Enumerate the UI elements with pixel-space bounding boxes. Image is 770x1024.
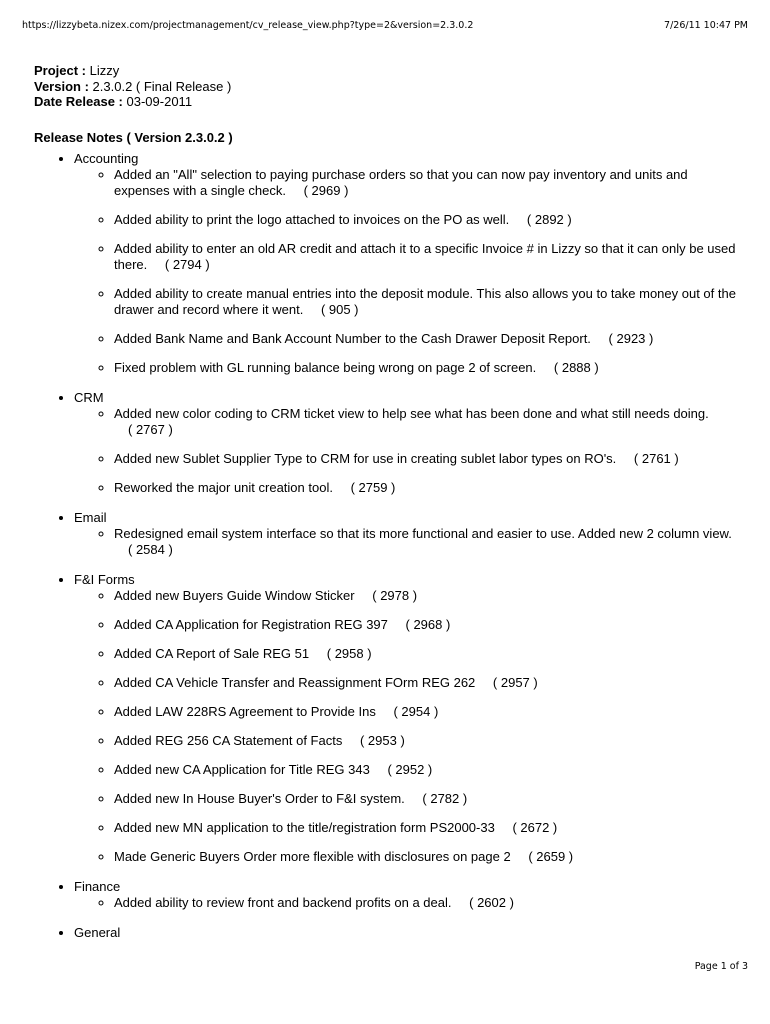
print-timestamp: 7/26/11 10:47 PM [664,20,748,31]
version-line [34,79,746,95]
project-value: Lizzy [89,63,120,78]
release-note [114,331,746,347]
release-note [114,526,746,558]
note-list [74,895,746,911]
release-note [114,733,746,749]
ticket-number: ( 2954 ) [393,703,439,719]
note-text: Added LAW 228RS Agreement to Provide Ins [114,703,376,719]
ticket-number: ( 2969 ) [303,182,349,198]
release-note [114,241,746,273]
date-value: 03-09-2011 [126,94,193,109]
note-text: Added new Sublet Supplier Type to CRM for use in creating sublet labor types on RO's. [114,450,617,466]
ticket-number: ( 2672 ) [512,819,558,835]
note-text: Reworked the major unit creation tool. [114,479,333,495]
ticket-number: ( 2794 ) [164,256,210,272]
release-note [114,704,746,720]
release-note [114,167,746,199]
note-text: Added ability to create manual entries into the deposit module. This also allows you to take money out of the drawer and record where it went. [114,285,736,317]
category-item [74,925,746,941]
page-number: Page 1 of 3 [694,961,748,972]
category-name: F&I Forms [74,571,135,587]
note-text: Added new CA Application for Title REG 343 [114,761,370,777]
release-note [114,675,746,691]
note-text: Added Bank Name and Bank Account Number to the Cash Drawer Deposit Report. [114,330,591,346]
note-list [74,167,746,376]
release-note [114,791,746,807]
note-list [74,588,746,865]
category-item [74,510,746,558]
version-label: Version : [34,78,89,94]
release-notes-title: Release Notes ( Version 2.3.0.2 ) [34,129,233,145]
project-label: Project : [34,63,87,78]
ticket-number: ( 2767 ) [128,421,173,437]
date-line [34,94,746,110]
ticket-number: ( 2602 ) [469,894,514,910]
note-text: Fixed problem with GL running balance being wrong on page 2 of screen. [114,359,537,375]
release-note [114,762,746,778]
ticket-number: ( 2958 ) [326,645,372,661]
note-text: Added new Buyers Guide Window Sticker [114,587,355,603]
project-line [34,63,746,79]
ticket-number: ( 2978 ) [372,587,418,603]
print-header [22,20,748,31]
note-list [74,406,746,496]
note-text: Added ability to review front and backend profits on a deal. [114,894,452,910]
ticket-number: ( 2923 ) [608,330,654,346]
category-name: Finance [74,878,121,894]
note-text: Added new MN application to the title/registration form PS2000-33 [114,819,495,835]
release-note [114,588,746,604]
page-url: https://lizzybeta.nizex.com/projectmanagement/cv_release_view.php?type=2&version=2.3.0.2 [22,20,474,31]
note-text: Added an "All" selection to paying purchase orders so that you can now pay inventory and units and expenses with a single check. [114,166,688,198]
note-list [74,526,746,558]
ticket-number: ( 2659 ) [528,848,574,864]
version-value: 2.3.0.2 ( Final Release ) [92,78,232,94]
note-text: Added CA Application for Registration REG 397 [114,616,388,632]
release-note [114,820,746,836]
release-note [114,212,746,228]
release-note [114,646,746,662]
note-text: Redesigned email system interface so that its more functional and easier to use. Added new 2 column view. [114,525,732,541]
release-note [114,480,746,496]
category-item [74,572,746,865]
ticket-number: ( 2761 ) [633,450,679,466]
ticket-number: ( 2952 ) [387,761,433,777]
category-item [74,390,746,496]
release-note [114,617,746,633]
category-list [34,151,746,941]
release-note [114,286,746,318]
note-text: Added new color coding to CRM ticket view to help see what has been done and what still needs doing. [114,405,709,421]
category-name: Email [74,509,107,525]
note-text: Added ability to print the logo attached to invoices on the PO as well. [114,211,510,227]
ticket-number: ( 2782 ) [422,790,468,806]
ticket-number: ( 2759 ) [350,479,396,495]
note-text: Added CA Vehicle Transfer and Reassignment FOrm REG 262 [114,674,476,690]
category-name: General [74,924,121,940]
date-label: Date Release : [34,94,123,109]
release-note [114,406,746,438]
note-text: Added CA Report of Sale REG 51 [114,645,310,661]
ticket-number: ( 2953 ) [359,732,405,748]
ticket-number: ( 2968 ) [405,616,451,632]
category-item [74,151,746,376]
release-note [114,360,746,376]
category-name: CRM [74,389,104,405]
release-content [34,63,746,955]
ticket-number: ( 2584 ) [128,541,173,557]
note-text: Made Generic Buyers Order more flexible with disclosures on page 2 [114,848,511,864]
ticket-number: ( 2892 ) [526,211,572,227]
note-text: Added ability to enter an old AR credit and attach it to a specific Invoice # in Lizzy so that it can only be used there. [114,240,736,272]
category-name: Accounting [74,150,139,166]
release-note [114,895,746,911]
category-item [74,879,746,911]
ticket-number: ( 2888 ) [553,359,599,375]
note-text: Added new In House Buyer's Order to F&I system. [114,790,405,806]
release-note [114,849,746,865]
note-text: Added REG 256 CA Statement of Facts [114,732,343,748]
ticket-number: ( 2957 ) [492,674,538,690]
release-note [114,451,746,467]
ticket-number: ( 905 ) [320,301,359,317]
